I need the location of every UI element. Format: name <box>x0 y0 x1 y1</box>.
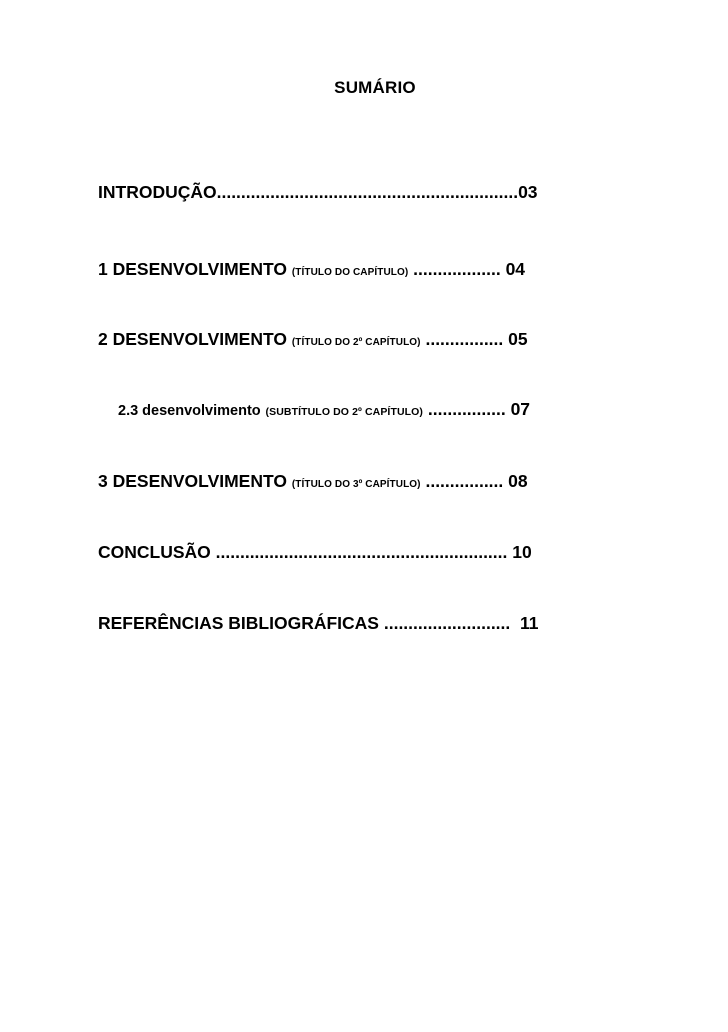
toc-entry-heading: REFERÊNCIAS BIBLIOGRÁFICAS <box>98 613 379 633</box>
toc-entry-page: 08 <box>508 471 528 491</box>
toc-entry-note: (SUBTÍTULO DO 2º CAPÍTULO) <box>265 406 424 418</box>
toc-entry-heading: INTRODUÇÃO <box>98 182 217 202</box>
toc-entry-note: (TÍTULO DO 2º CAPÍTULO) <box>291 337 421 348</box>
toc-entry-heading: 2 DESENVOLVIMENTO <box>98 329 287 349</box>
toc-entry-leader: ................ <box>425 329 504 349</box>
toc-entry-leader: .................. <box>413 259 501 279</box>
toc-entry-page: 04 <box>505 259 526 279</box>
toc-entry-page: 11 <box>520 613 539 633</box>
toc-entry-desenvolvimento-3 <box>98 470 528 496</box>
toc-entry-leader: .......................... <box>383 613 511 633</box>
toc-entry-page: 10 <box>512 542 532 562</box>
toc-entry-page: 05 <box>508 329 528 349</box>
toc-entry-page: 07 <box>510 399 531 419</box>
toc-entry-page: 03 <box>518 182 538 202</box>
toc-entry-subtitulo-2-3 <box>118 398 530 423</box>
toc-entry-note: (TÍTULO DO 3º CAPÍTULO) <box>291 479 421 490</box>
toc-entry-desenvolvimento-2 <box>98 328 528 354</box>
toc-entry-heading: 1 DESENVOLVIMENTO <box>98 259 287 279</box>
toc-entry-leader: .............................................................. <box>216 182 519 202</box>
toc-entry-introducao <box>98 181 538 203</box>
toc-entry-leader: ................ <box>425 471 504 491</box>
toc-entry-heading: 3 DESENVOLVIMENTO <box>98 471 287 491</box>
toc-entry-heading: 2.3 desenvolvimento <box>118 403 261 419</box>
toc-entry-desenvolvimento-1 <box>98 258 525 284</box>
toc-entry-note: (TÍTULO DO CAPÍTULO) <box>291 267 409 278</box>
toc-entry-leader: ................ <box>427 399 506 419</box>
toc-entry-leader: ............................................................ <box>215 542 508 562</box>
toc-entry-referencias <box>98 612 539 634</box>
toc-entry-heading: CONCLUSÃO <box>98 542 211 562</box>
page-title: SUMÁRIO <box>334 78 416 97</box>
toc-entry-conclusao <box>98 541 532 563</box>
